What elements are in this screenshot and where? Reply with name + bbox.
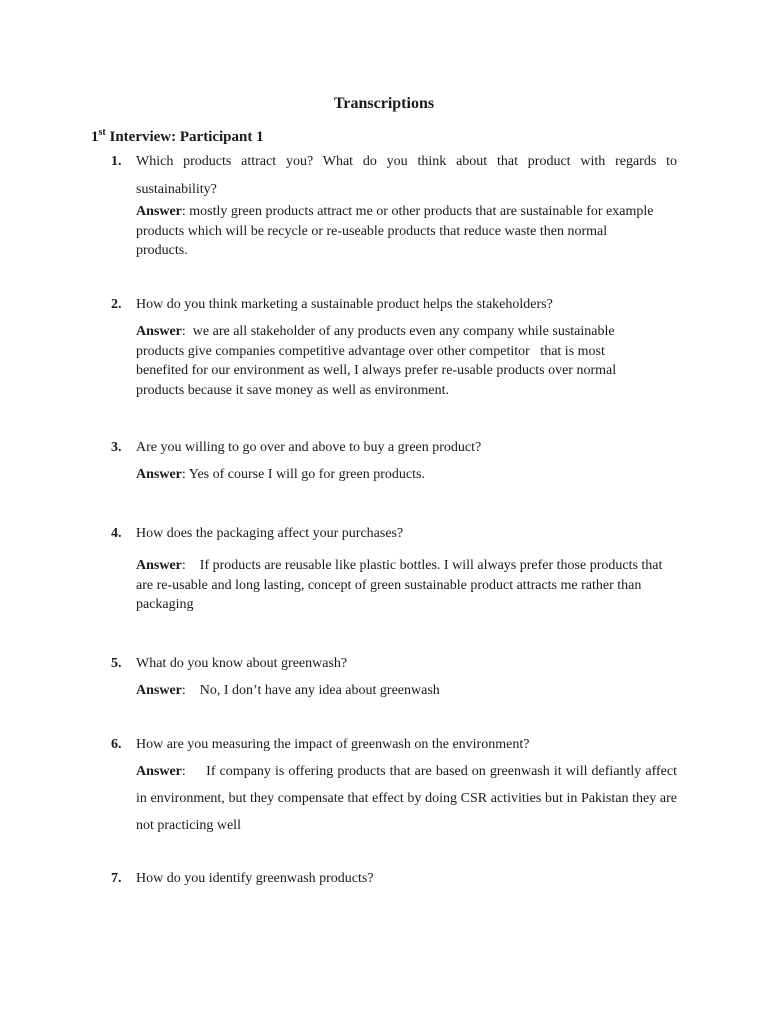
question-number: 1. [111,154,122,169]
answer-separator: : [181,467,186,482]
question-number: 7. [111,871,122,886]
interview-heading [91,127,264,147]
question-text: Are you willing to go over and above to buy a green product? [136,440,482,455]
answer-text: No, I don’t have any idea about greenwash [185,683,440,698]
answer-3 [136,465,677,485]
question-number: 2. [111,297,122,312]
question-text: How does the packaging affect your purchases? [136,526,404,541]
answer-label: Answer [136,683,182,698]
answer-text: If products are reusable like plastic bottles. I will always prefer those products that are re-usable and long lasting, concept of green sustainable product attracts me rather than packaging [136,558,666,612]
question-text: Which products attract you? What do you think about that product with regards to sustainability? [136,154,677,197]
interview-ordinal-suffix: st [98,127,106,138]
answer-label: Answer [136,764,182,779]
question-text: How do you think marketing a sustainable product helps the stakeholders? [136,297,553,312]
answer-label: Answer [136,558,182,573]
answer-separator: : [181,683,186,698]
question-6 [111,735,677,755]
question-text: How do you identify greenwash products? [136,871,374,886]
answer-label: Answer [136,324,182,339]
answer-separator: : [181,324,186,339]
question-5 [111,654,677,674]
question-text: What do you know about greenwash? [136,656,348,671]
answer-separator: : [181,204,186,219]
answer-text: mostly green products attract me or other products that are sustainable for example products which will be recycle or re-useable products that reduce waste then normal products. [136,204,657,258]
interview-heading-text: Interview: Participant 1 [105,129,264,145]
question-number: 6. [111,737,122,752]
answer-1 [136,202,656,261]
answer-2 [136,322,656,400]
answer-separator: : [181,764,186,779]
answer-4 [136,556,677,615]
answer-separator: : [181,558,186,573]
answer-text: If company is offering products that are based on greenwash it will defiantly affect in environment, but they compensate that effect by doing CSR activities but in Pakistan they are not practicing well [136,764,681,833]
question-text: How are you measuring the impact of greenwash on the environment? [136,737,530,752]
answer-label: Answer [136,467,182,482]
question-number: 4. [111,526,122,541]
answer-6 [136,758,681,839]
answer-text: we are all stakeholder of any products even any company while sustainable products give companies competitive advantage over other competitor that is most benefited for our environment as well, I always prefer re-usable products over normal products because it save money as well as environment. [136,324,620,398]
answer-text: Yes of course I will go for green products. [185,467,425,482]
document-title: Transcriptions [333,95,435,112]
answer-label: Answer [136,204,182,219]
question-2 [111,295,677,315]
question-1 [111,148,677,204]
answer-5 [136,681,677,701]
interview-ordinal: 1 [91,129,99,145]
question-3 [111,438,677,458]
question-4 [111,524,677,544]
question-number: 5. [111,656,122,671]
question-7 [111,869,677,889]
question-number: 3. [111,440,122,455]
